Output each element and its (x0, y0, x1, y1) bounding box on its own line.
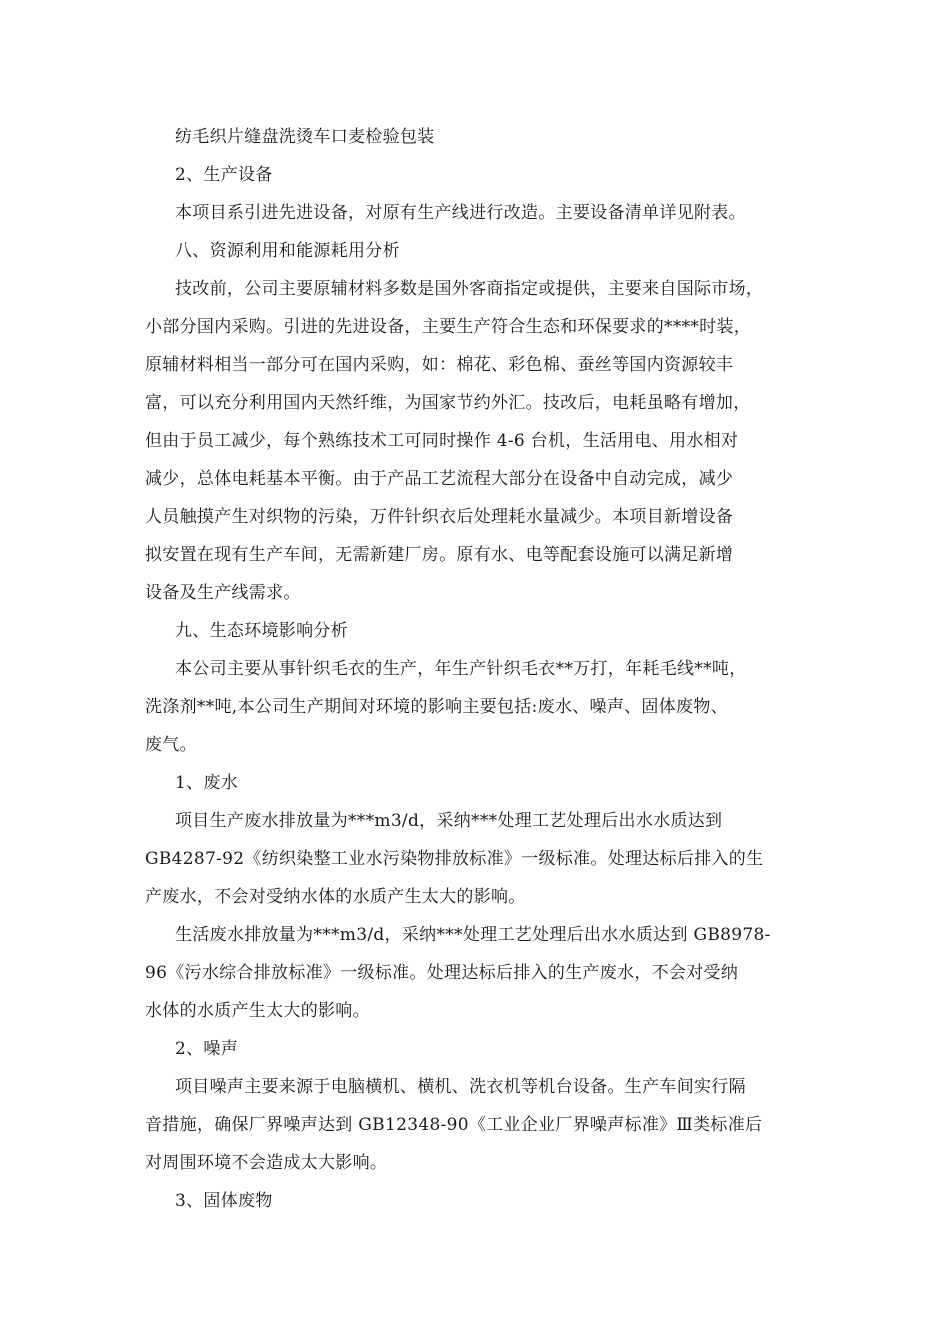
section-heading-production-equipment: 2、生产设备 (175, 165, 273, 185)
section-heading-wastewater: 1、废水 (175, 773, 239, 793)
paragraph-line: 本项目系引进先进设备，对原有生产线进行改造。主要设备清单详见附表。 (175, 203, 746, 223)
section-heading-ecological-impact: 九、生态环境影响分析 (175, 621, 348, 641)
paragraph-line: GB4287-92《纺织染整工业水污染物排放标准》一级标准。处理达标后排入的生 (145, 849, 764, 869)
paragraph-line: 产废水，不会对受纳水体的水质产生太大的影响。 (145, 887, 526, 907)
document-body (145, 118, 815, 1220)
paragraph-line: 人员触摸产生对织物的污染，万件针织衣后处理耗水量减少。本项目新增设备 (145, 507, 734, 527)
paragraph-line: 技改前，公司主要原辅材料多数是国外客商指定或提供，主要来自国际市场， (175, 279, 764, 299)
paragraph-line: 拟安置在现有生产车间，无需新建厂房。原有水、电等配套设施可以满足新增 (145, 545, 734, 565)
paragraph-line: 音措施，确保厂界噪声达到 GB12348-90《工业企业厂界噪声标准》Ⅲ类标准后 (145, 1115, 763, 1135)
paragraph-line: 项目生产废水排放量为***m3/d，采纳***处理工艺处理后出水水质达到 (175, 811, 723, 831)
paragraph-line: 小部分国内采购。引进的先进设备，主要生产符合生态和环保要求的****时装， (145, 317, 752, 337)
paragraph-line: 原辅材料相当一部分可在国内采购，如：棉花、彩色棉、蚕丝等国内资源较丰 (145, 355, 734, 375)
paragraph-line: 富，可以充分利用国内天然纤维，为国家节约外汇。技改后，电耗虽略有增加， (145, 393, 751, 413)
paragraph-line: 项目噪声主要来源于电脑横机、横机、洗衣机等机台设备。生产车间实行隔 (175, 1077, 746, 1097)
process-flow-line: 纺毛织片缝盘洗烫车口麦检验包装 (175, 127, 435, 147)
paragraph-line: 但由于员工减少，每个熟练技术工可同时操作 4-6 台机，生活用电、用水相对 (145, 431, 739, 451)
paragraph-line: 设备及生产线需求。 (145, 583, 301, 603)
paragraph-line: 减少，总体电耗基本平衡。由于产品工艺流程大部分在设备中自动完成，减少 (145, 469, 734, 489)
paragraph-line: 96《污水综合排放标准》一级标准。处理达标后排入的生产废水，不会对受纳 (145, 963, 739, 983)
paragraph-line: 洗涤剂**吨,本公司生产期间对环境的影响主要包括:废水、噪声、固体废物、 (145, 697, 728, 717)
paragraph-line: 水体的水质产生太大的影响。 (145, 1001, 370, 1021)
section-heading-resource-utilization: 八、资源利用和能源耗用分析 (175, 241, 400, 261)
paragraph-line: 对周围环境不会造成太大影响。 (145, 1153, 388, 1173)
paragraph-line: 废气。 (145, 735, 197, 755)
section-heading-noise: 2、噪声 (175, 1039, 239, 1059)
paragraph-line: 生活废水排放量为***m3/d，采纳***处理工艺处理后出水水质达到 GB8978- (175, 925, 771, 945)
paragraph-line: 本公司主要从事针织毛衣的生产，年生产针织毛衣**万打，年耗毛线**吨， (175, 659, 747, 679)
section-heading-solid-waste: 3、固体废物 (175, 1191, 273, 1211)
